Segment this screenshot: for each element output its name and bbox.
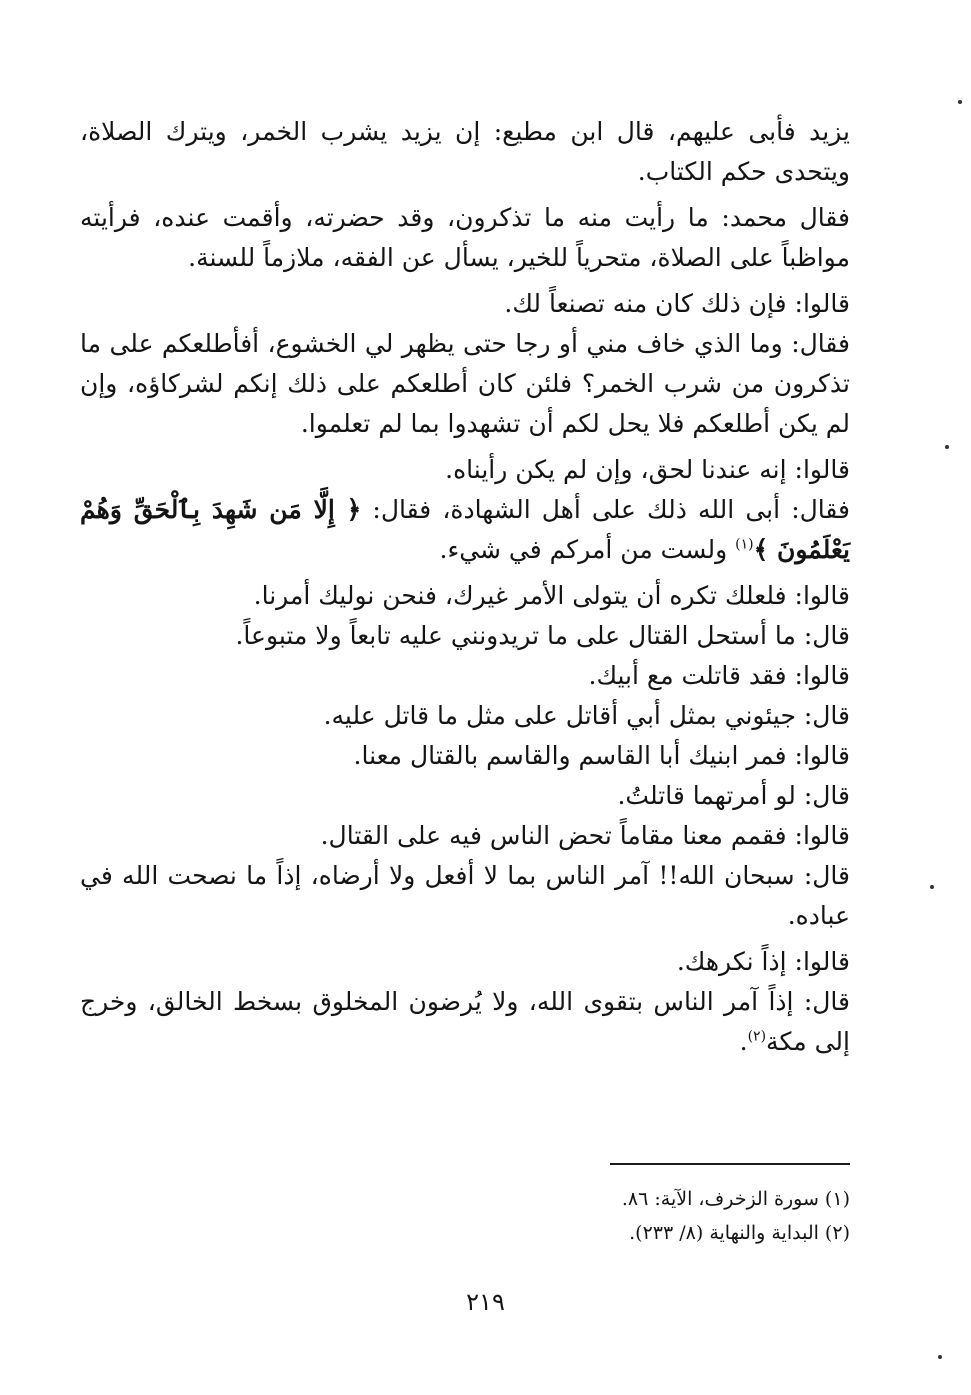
scan-speck <box>945 445 949 449</box>
dialogue-line: قالوا: فلعلك تكره أن يتولى الأمر غيرك، فنحن نوليك أمرنا. <box>253 581 850 610</box>
scan-speck <box>930 885 934 889</box>
dialogue-line: قالوا: فقد قاتلت مع أبيك. <box>588 661 850 690</box>
quran-verse: ﴿ إِلَّا مَن شَهِدَ بِٱلْحَقِّ وَهُمْ يَعْلَمُونَ ﴾ <box>80 495 850 564</box>
final-period: . <box>739 1027 748 1056</box>
footnotes <box>400 1182 850 1250</box>
footnote-ref-2: (٢) <box>747 1028 767 1045</box>
page-number: ٢١٩ <box>466 1288 505 1316</box>
main-text <box>80 112 850 1068</box>
final-paragraph <box>80 982 850 1062</box>
dialogue-line: قالوا: فمر ابنيك أبا القاسم والقاسم بالقتال معنا. <box>353 741 850 770</box>
scan-speck <box>958 100 962 104</box>
scan-speck <box>938 1355 942 1359</box>
footnote-divider <box>610 1163 850 1165</box>
dialogue-line: قال: جيئوني بمثل أبي أقاتل على مثل ما قاتل عليه. <box>323 701 850 730</box>
paragraph-subhan: قال: سبحان الله!! آمر الناس بما لا أفعل ولا أرضاه، إذاً ما نصحت الله في عباده. <box>80 861 850 930</box>
paragraph-3: قالوا: فإن ذلك كان منه تصنعاً لك. <box>504 289 850 318</box>
dialogue-line: قال: لو أمرتهما قاتلتُ. <box>617 781 850 810</box>
dialogue-line: قالوا: فقمم معنا مقاماً تحض الناس فيه على القتال. <box>320 821 850 850</box>
line-nakrahuk: قالوا: إذاً نكرهك. <box>676 947 850 976</box>
dialogue-line: قال: ما أستحل القتال على ما تريدونني عليه تابعاً ولا متبوعاً. <box>235 621 850 650</box>
paragraph-5: قالوا: إنه عندنا لحق، وإن لم يكن رأيناه. <box>445 455 850 484</box>
footnote-ref-1: (١) <box>735 536 754 553</box>
paragraph-2: فقال محمد: ما رأيت منه ما تذكرون، وقد حضرته، وأقمت عنده، فرأيته مواظباً على الصلاة، متحرياً للخير، يسأل عن الفقه، ملازماً للسنة. <box>80 203 850 272</box>
paragraph-4: فقال: وما الذي خاف مني أو رجا حتى يظهر لي الخشوع، أفأطلعكم على ما تذكرون من شرب الخمر؟ فلئن كان أطلعكم على ذلك إنكم لشركاؤه، وإن لم يكن أطلعكم فلا يحل لكم أن تشهدوا بما لم تعلموا. <box>80 329 850 438</box>
final-text: قال: إذاً آمر الناس بتقوى الله، ولا يُرضون المخلوق بسخط الخالق، وخرج إلى مكة <box>80 987 850 1056</box>
verse-intro: فقال: أبى الله ذلك على أهل الشهادة، فقال: <box>372 495 850 524</box>
footnote-1: (١) سورة الزخرف، الآية: ٨٦. <box>621 1188 850 1210</box>
footnote-2: (٢) البداية والنهاية (٨/ ٢٣٣). <box>629 1222 850 1244</box>
paragraph-1: يزيد فأبى عليهم، قال ابن مطيع: إن يزيد يشرب الخمر، ويترك الصلاة، ويتحدى حكم الكتاب. <box>80 117 850 186</box>
verse-outro: ولست من أمركم في شيء. <box>439 535 728 564</box>
verse-paragraph <box>80 490 850 570</box>
